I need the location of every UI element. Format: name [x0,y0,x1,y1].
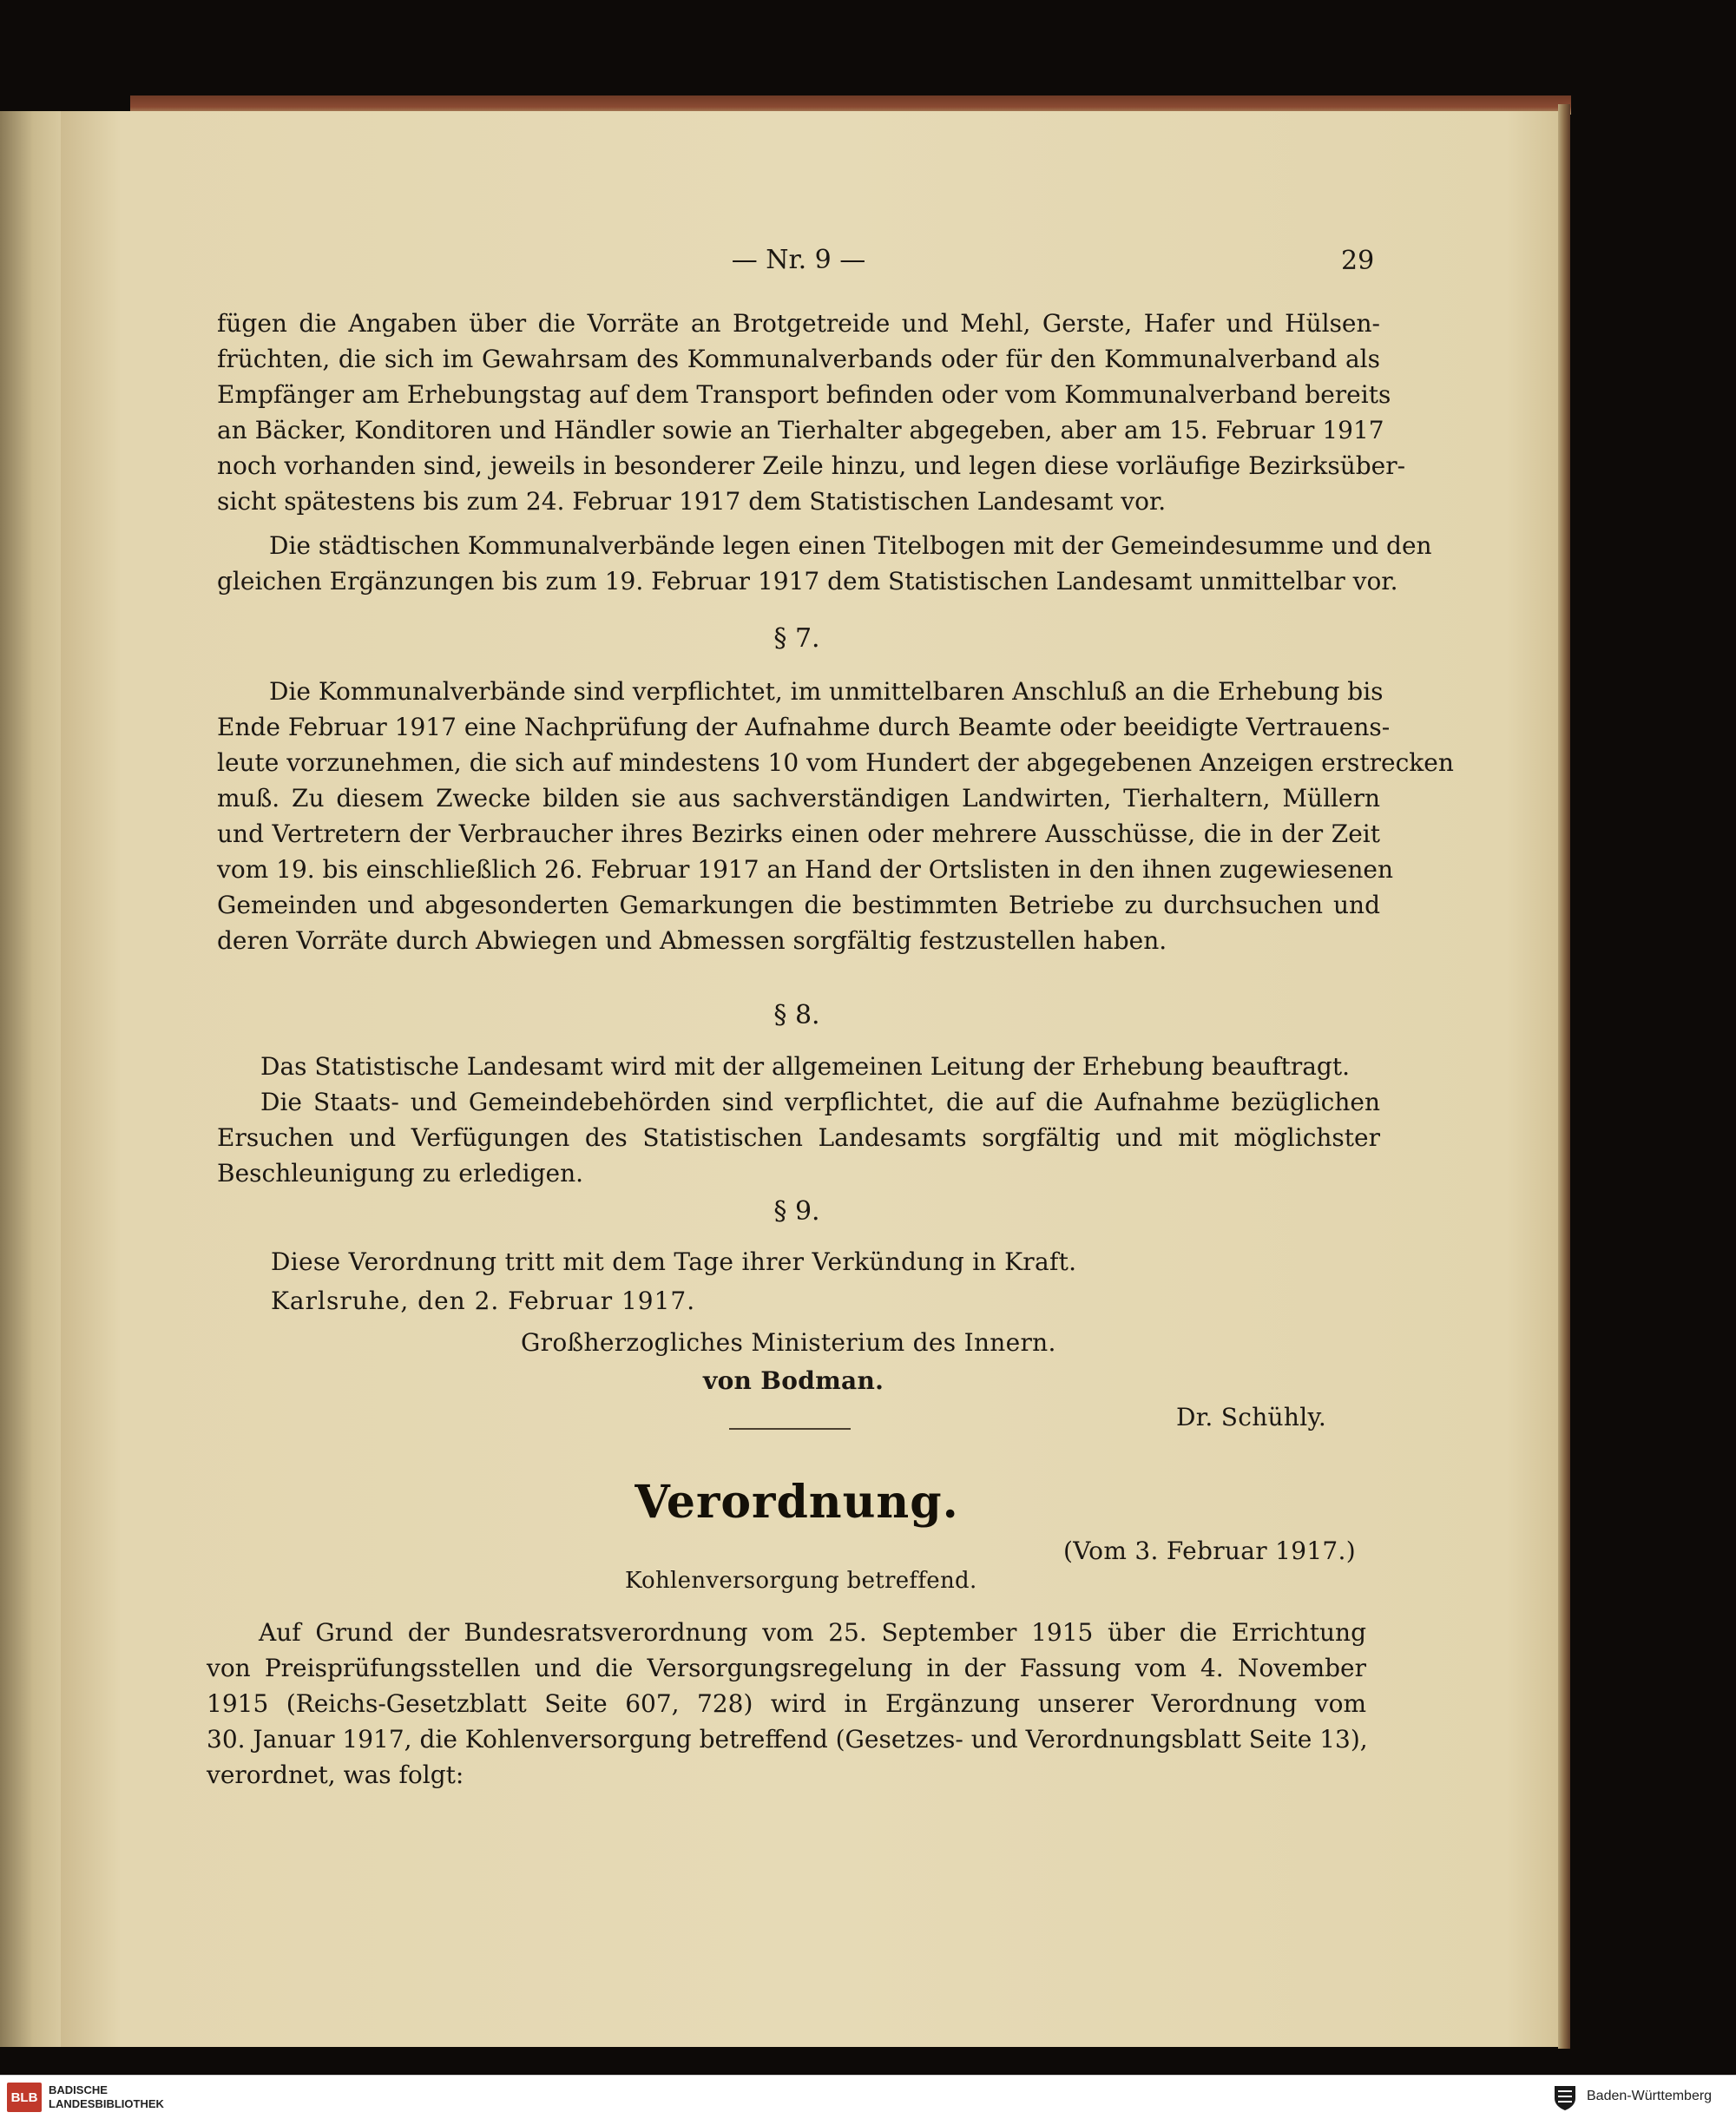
section-8-line: Die Staats- und Gemeindebehörden sind verpflichtet, die auf die Aufnahme bezüglichen [260,1088,1380,1116]
left-page-edge [0,111,61,2047]
section-7-line: vom 19. bis einschließlich 26. Februar 1917 an Hand der Ortslisten in den ihnen zugewiesenen [217,855,1393,884]
paragraph-1-line: sicht spätestens bis zum 24. Februar 1917 dem Statistischen Landesamt vor. [217,487,1167,516]
paragraph-1-line: fügen die Angaben über die Vorräte an Brotgetreide und Mehl, Gerste, Hafer und Hülsen- [217,309,1380,338]
baden-wuerttemberg-label[interactable]: Baden-Württemberg [1587,2089,1713,2103]
section-7-body [217,674,1454,958]
section-8-heading: § 8. [773,1000,820,1030]
ordinance-line: 30. Januar 1917, die Kohlenversorgung betreffend (Gesetzes- und Verordnungsblatt Seite 13), [207,1725,1368,1754]
section-7-line: und Vertretern der Verbraucher ihres Bezirks einen oder mehrere Ausschüsse, die in der Zeit [217,819,1380,848]
right-page-edge [1558,104,1570,2049]
ordinance-line: Auf Grund der Bundesratsverordnung vom 25. September 1915 über die Errichtung [259,1618,1366,1647]
section-7-line: leute vorzunehmen, die sich auf mindestens 10 vom Hundert der abgegebenen Anzeigen erstrecken [217,748,1454,777]
blb-line-1: BADISCHE [49,2083,108,2096]
blb-logo[interactable]: BLB [7,2083,42,2112]
section-8-line: Beschleunigung zu erledigen. [217,1159,584,1188]
section-7-line: deren Vorräte durch Abwiegen und Abmessen sorgfältig festzustellen haben. [217,926,1167,955]
blb-wordmark[interactable] [49,2083,164,2111]
place-and-date: Karlsruhe, den 2. Februar 1917. [271,1287,696,1315]
paragraph-1-line: noch vorhanden sind, jeweils in besonderer Zeile hinzu, und legen diese vorläufige Bezirksüber- [217,451,1406,480]
section-9-heading: § 9. [773,1196,820,1227]
ordinance-body [207,1615,1366,1793]
section-7-line: Die Kommunalverbände sind verpflichtet, im unmittelbaren Anschluß an die Erhebung bis [269,677,1384,706]
section-9-text: Diese Verordnung tritt mit dem Tage ihrer Verkündung in Kraft. [271,1247,1077,1276]
ministry-name: Großherzogliches Ministerium des Innern. [521,1328,1056,1357]
ordinance-subject: Kohlenversorgung betreffend. [625,1568,977,1594]
ordinance-line: von Preisprüfungsstellen und die Versorgungsregelung in der Fassung vom 4. November [207,1654,1366,1682]
separator-rule [729,1428,851,1430]
ordinance-line: 1915 (Reichs-Gesetzblatt Seite 607, 728) wird in Ergänzung unserer Verordnung vom [207,1689,1366,1718]
ordinance-title: Verordnung. [635,1476,959,1529]
paragraph-1-line: früchten, die sich im Gewahrsam des Kommunalverbands oder für den Kommunalverband als [217,345,1380,373]
section-8-body [217,1049,1380,1191]
paragraph-2 [217,528,1432,599]
paragraph-2-line: gleichen Ergänzungen bis zum 19. Februar 1917 dem Statistischen Landesamt unmittelbar vor. [217,567,1398,596]
footer-bar [0,2075,1736,2119]
section-7-line: Ende Februar 1917 eine Nachprüfung der Aufnahme durch Beamte oder beeidigte Vertrauens- [217,713,1391,741]
page-number: 29 [1341,246,1375,276]
blb-line-2: LANDESBIBLIOTHEK [49,2097,164,2110]
section-8-line: Ersuchen und Verfügungen des Statistischen Landesamts sorgfältig und mit möglichster [217,1123,1380,1152]
paragraph-1-line: Empfänger am Erhebungstag auf dem Transport befinden oder vom Kommunalverband bereits [217,380,1391,409]
signatory-von-bodman: von Bodman. [703,1366,884,1395]
paragraph-2-line: Die städtischen Kommunalverbände legen einen Titelbogen mit der Gemeindesumme und den [269,531,1432,560]
ordinance-line: verordnet, was folgt: [207,1760,464,1789]
coat-of-arms-icon [1550,2083,1580,2112]
ordinance-date: (Vom 3. Februar 1917.) [1063,1537,1356,1565]
section-7-line: Gemeinden und abgesonderten Gemarkungen die bestimmten Betriebe zu durchsuchen und [217,891,1380,919]
section-7-line: muß. Zu diesem Zwecke bilden sie aus sachverständigen Landwirten, Tierhaltern, Müllern [217,784,1380,813]
issue-number: — Nr. 9 — [731,245,866,275]
paragraph-1-line: an Bäcker, Konditoren und Händler sowie an Tierhalter abgegeben, aber am 15. Februar 1917 [217,416,1384,444]
section-7-heading: § 7. [773,623,820,654]
paragraph-1 [217,306,1406,519]
section-8-line: Das Statistische Landesamt wird mit der allgemeinen Leitung der Erhebung beauftragt. [260,1052,1351,1081]
signatory-dr-schuehly: Dr. Schühly. [1176,1403,1327,1431]
